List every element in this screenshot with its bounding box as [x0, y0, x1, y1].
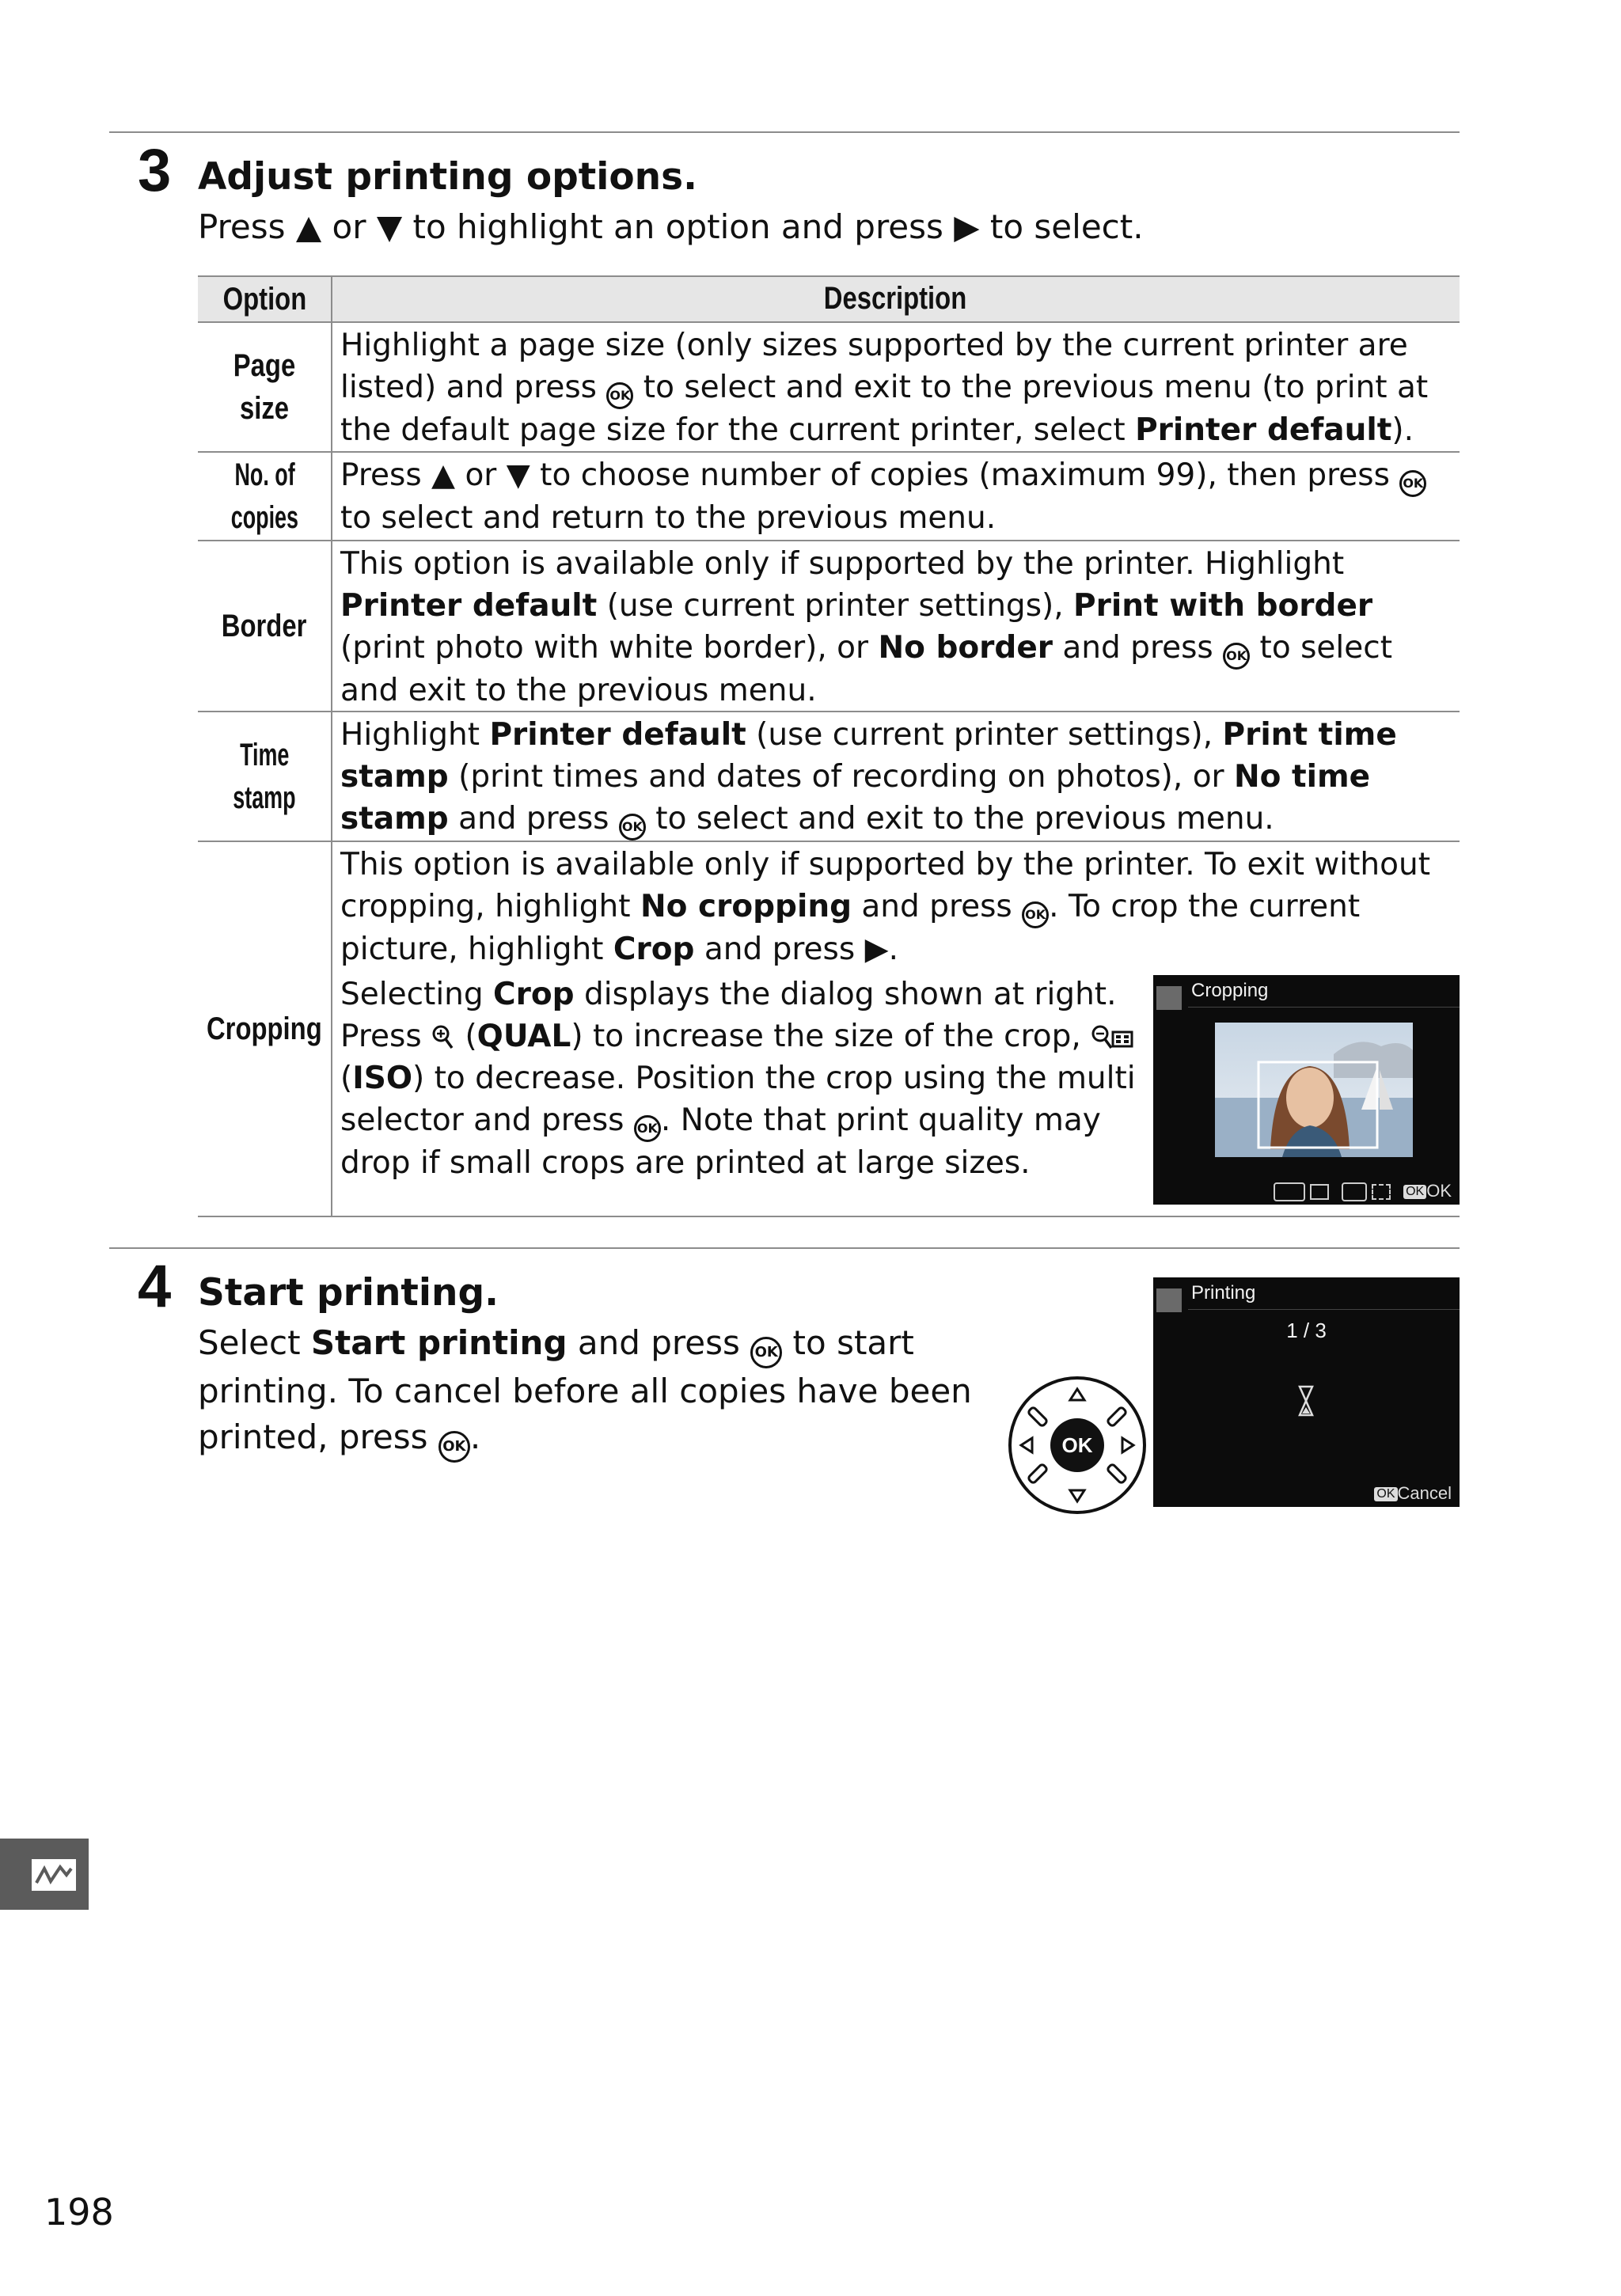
print-counter: 1 / 3	[1286, 1319, 1327, 1342]
zoom-in-button-icon	[1342, 1182, 1367, 1201]
description-copies: Press ▲ or ▼ to choose number of copies (maximum 99), then press OK to select and return to the previous menu.	[332, 453, 1460, 540]
cropping-preview-image	[1215, 1023, 1413, 1157]
page-number: 198	[44, 2191, 114, 2233]
step-4-title: Start printing.	[198, 1271, 499, 1315]
cropping-screen-title: Cropping	[1191, 980, 1269, 1001]
description-border: This option is available only if supported by the printer. Highlight Printer default (use current printer settings), Print with border (print photo with white border), or No border and press OK to select and exit to the previous menu.	[340, 546, 1392, 708]
cropping-screen	[1153, 975, 1460, 1205]
table-header-row	[198, 277, 1460, 323]
ok-button-icon: OK	[1223, 643, 1250, 670]
cancel-label: Cancel	[1397, 1483, 1452, 1503]
description-page-size: Highlight a page size (only sizes supported by the current printer are listed) and press OK to select and exit to the previous menu (to print at the default page size for the current printer, select Printer default).	[340, 328, 1429, 448]
table-row-copies	[198, 453, 1460, 541]
option-time-stamp: Time stamp	[198, 712, 332, 841]
step-4-number: 4	[138, 1253, 172, 1320]
multi-selector-icon	[1007, 1375, 1148, 1516]
option-page-size: Page size	[198, 323, 332, 451]
option-cropping: Cropping	[198, 842, 332, 1216]
multi-selector-ok-label: OK	[1061, 1433, 1093, 1457]
cropping-paragraph-2: Selecting Crop displays the dialog shown at right. Press (QUAL) to increase the size of the crop, (ISO) to decrease. Position the crop using the multi selector and press OK . Note that print quality may drop if small crops are printed at large sizes.	[340, 977, 1136, 1181]
ok-button-icon: OK	[1399, 470, 1426, 497]
cropping-paragraph-1: This option is available only if supported by the printer. To exit without cropping, highlight No cropping and press OK . To crop the current picture, highlight Crop and press ▶.	[340, 847, 1431, 967]
option-copies: No. of copies	[198, 453, 332, 540]
right-arrow-icon: ▶	[864, 932, 889, 967]
zoom-out-button-icon	[1274, 1182, 1305, 1201]
ok-label-icon: OK	[1374, 1487, 1397, 1501]
cropping-screen-footer	[1274, 1181, 1452, 1201]
ok-button-icon: OK	[606, 382, 633, 409]
section-side-tab	[0, 1839, 89, 1910]
playback-menu-icon	[1156, 1288, 1182, 1312]
ok-label-icon: OK	[1403, 1185, 1426, 1199]
ok-button-icon: OK	[750, 1337, 782, 1368]
down-arrow-icon: ▼	[506, 457, 530, 493]
ok-button-icon: OK	[619, 814, 646, 841]
ok-button-icon: OK	[438, 1431, 470, 1463]
header-description: Description	[823, 280, 967, 316]
playback-menu-icon	[1156, 986, 1182, 1010]
crop-icon	[1372, 1184, 1391, 1200]
ok-button-icon: OK	[1022, 901, 1049, 928]
print-connection-icon	[32, 1859, 76, 1891]
printing-screen-footer	[1374, 1483, 1452, 1504]
option-border: Border	[198, 541, 332, 711]
down-arrow-icon: ▼	[376, 207, 403, 246]
step-3-intro: Press ▲ or ▼ to highlight an option and press ▶ to select.	[198, 207, 1144, 246]
table-row-time-stamp	[198, 712, 1460, 842]
step-4-text: Select Start printing and press OK to start printing. To cancel before all copies have been printed, press OK .	[198, 1320, 989, 1463]
printing-screen-title: Printing	[1191, 1282, 1256, 1304]
step-4-rule	[109, 1247, 1460, 1249]
cropping-footer-ok: OK	[1426, 1180, 1452, 1201]
top-rule	[109, 131, 1460, 133]
up-arrow-icon: ▲	[295, 207, 322, 246]
header-option: Option	[198, 277, 332, 321]
zoom-in-icon	[431, 1019, 455, 1054]
step-3-number: 3	[138, 137, 172, 204]
description-time-stamp: Highlight Printer default (use current printer settings), Print time stamp (print times and dates of recording on photos), or No time stamp and press OK to select and exit to the previous menu.	[332, 712, 1460, 841]
step-3-title: Adjust printing options.	[198, 155, 697, 199]
table-row-page-size	[198, 323, 1460, 453]
ok-button-icon: OK	[634, 1115, 661, 1142]
up-arrow-icon: ▲	[431, 457, 456, 493]
hourglass-icon	[1298, 1385, 1314, 1417]
zoom-out-thumbnail-icon	[1091, 1019, 1135, 1054]
thumbnail-icon	[1310, 1184, 1329, 1200]
table-row-border	[198, 541, 1460, 712]
right-arrow-icon: ▶	[954, 207, 980, 246]
printing-screen	[1153, 1277, 1460, 1507]
